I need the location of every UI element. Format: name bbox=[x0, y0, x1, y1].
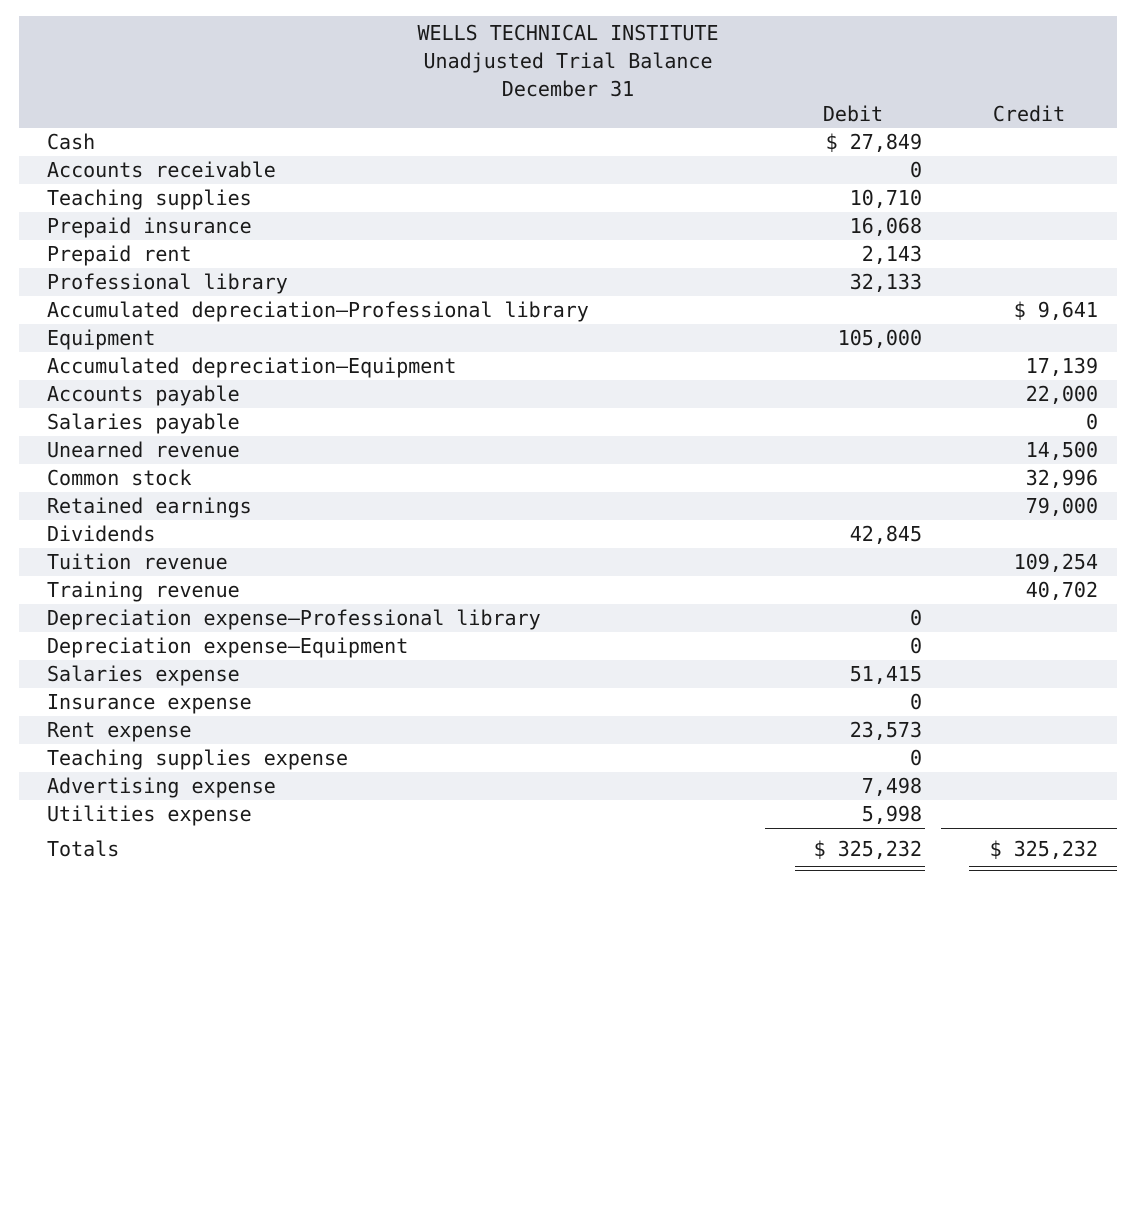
totals-label: Totals bbox=[47, 837, 120, 861]
debit-amount: 0 bbox=[909, 606, 922, 630]
account-name: Equipment bbox=[47, 326, 156, 350]
table-row bbox=[19, 184, 1117, 212]
debit-amount: 7,498 bbox=[861, 774, 922, 798]
table-row bbox=[19, 744, 1117, 772]
debit-total: $ 325,232 bbox=[813, 837, 922, 861]
account-name: Accounts payable bbox=[47, 382, 240, 406]
account-name: Rent expense bbox=[47, 718, 192, 742]
account-name: Accumulated depreciation—Equipment bbox=[47, 354, 457, 378]
debit-amount: 51,415 bbox=[849, 662, 922, 686]
table-row bbox=[19, 352, 1117, 380]
table-row bbox=[19, 156, 1117, 184]
account-name: Teaching supplies expense bbox=[47, 746, 349, 770]
table-row bbox=[19, 464, 1117, 492]
table-row bbox=[19, 632, 1117, 660]
debit-amount: 2,143 bbox=[861, 242, 922, 266]
table-header bbox=[19, 16, 1117, 128]
table-row bbox=[19, 800, 1117, 828]
account-name: Unearned revenue bbox=[47, 438, 240, 462]
table-row bbox=[19, 576, 1117, 604]
table-row bbox=[19, 716, 1117, 744]
debit-amount: 0 bbox=[909, 158, 922, 182]
debit-amount: 23,573 bbox=[849, 718, 922, 742]
table-row bbox=[19, 324, 1117, 352]
credit-amount: 109,254 bbox=[1013, 550, 1098, 574]
credit-amount: 79,000 bbox=[1025, 494, 1098, 518]
credit-amount: 14,500 bbox=[1025, 438, 1098, 462]
debit-amount: 0 bbox=[909, 690, 922, 714]
account-name: Cash bbox=[47, 130, 96, 154]
table-row bbox=[19, 268, 1117, 296]
account-name: Salaries expense bbox=[47, 662, 240, 686]
account-name: Prepaid insurance bbox=[47, 214, 252, 238]
account-name: Prepaid rent bbox=[47, 242, 192, 266]
account-name: Utilities expense bbox=[47, 802, 252, 826]
report-date: December 31 bbox=[501, 77, 635, 101]
table-row bbox=[19, 660, 1117, 688]
debit-amount: 16,068 bbox=[849, 214, 922, 238]
credit-total: $ 325,232 bbox=[989, 837, 1098, 861]
account-name: Retained earnings bbox=[47, 494, 252, 518]
credit-amount: $ 9,641 bbox=[1013, 298, 1098, 322]
account-name: Advertising expense bbox=[47, 774, 276, 798]
credit-amount: 40,702 bbox=[1025, 578, 1098, 602]
debit-column-header: Debit bbox=[822, 102, 884, 126]
table-row bbox=[19, 128, 1117, 156]
table-row bbox=[19, 772, 1117, 800]
trial-balance bbox=[19, 16, 1117, 870]
table-row bbox=[19, 492, 1117, 520]
debit-amount: 10,710 bbox=[849, 186, 922, 210]
debit-amount: 32,133 bbox=[849, 270, 922, 294]
table-row bbox=[19, 604, 1117, 632]
account-name: Tuition revenue bbox=[47, 550, 228, 574]
account-name: Dividends bbox=[47, 522, 156, 546]
report-title: Unadjusted Trial Balance bbox=[423, 49, 713, 73]
debit-amount: 0 bbox=[909, 634, 922, 658]
table-row bbox=[19, 296, 1117, 324]
table-row bbox=[19, 688, 1117, 716]
credit-amount: 0 bbox=[1085, 410, 1098, 434]
table-row bbox=[19, 212, 1117, 240]
credit-amount: 17,139 bbox=[1025, 354, 1098, 378]
account-name: Teaching supplies bbox=[47, 186, 252, 210]
account-name: Depreciation expense—Professional library bbox=[47, 606, 541, 630]
account-name: Accumulated depreciation—Professional library bbox=[47, 298, 589, 322]
debit-amount: 42,845 bbox=[849, 522, 922, 546]
credit-amount: 32,996 bbox=[1025, 466, 1098, 490]
debit-double-underline bbox=[795, 866, 925, 871]
company-name: WELLS TECHNICAL INSTITUTE bbox=[417, 21, 719, 45]
totals-row bbox=[19, 828, 1117, 870]
table-row bbox=[19, 408, 1117, 436]
debit-amount: $ 27,849 bbox=[825, 130, 922, 154]
debit-amount: 5,998 bbox=[861, 802, 922, 826]
credit-amount: 22,000 bbox=[1025, 382, 1098, 406]
credit-double-underline bbox=[969, 866, 1117, 871]
credit-column-header: Credit bbox=[992, 102, 1066, 126]
account-name: Depreciation expense—Equipment bbox=[47, 634, 409, 658]
account-name: Common stock bbox=[47, 466, 192, 490]
account-name: Accounts receivable bbox=[47, 158, 276, 182]
table-row bbox=[19, 380, 1117, 408]
table-row bbox=[19, 520, 1117, 548]
debit-amount: 105,000 bbox=[837, 326, 922, 350]
account-name: Salaries payable bbox=[47, 410, 240, 434]
account-rows bbox=[19, 128, 1117, 828]
table-row bbox=[19, 436, 1117, 464]
table-row bbox=[19, 548, 1117, 576]
account-name: Insurance expense bbox=[47, 690, 252, 714]
debit-amount: 0 bbox=[909, 746, 922, 770]
account-name: Training revenue bbox=[47, 578, 240, 602]
table-row bbox=[19, 240, 1117, 268]
account-name: Professional library bbox=[47, 270, 288, 294]
